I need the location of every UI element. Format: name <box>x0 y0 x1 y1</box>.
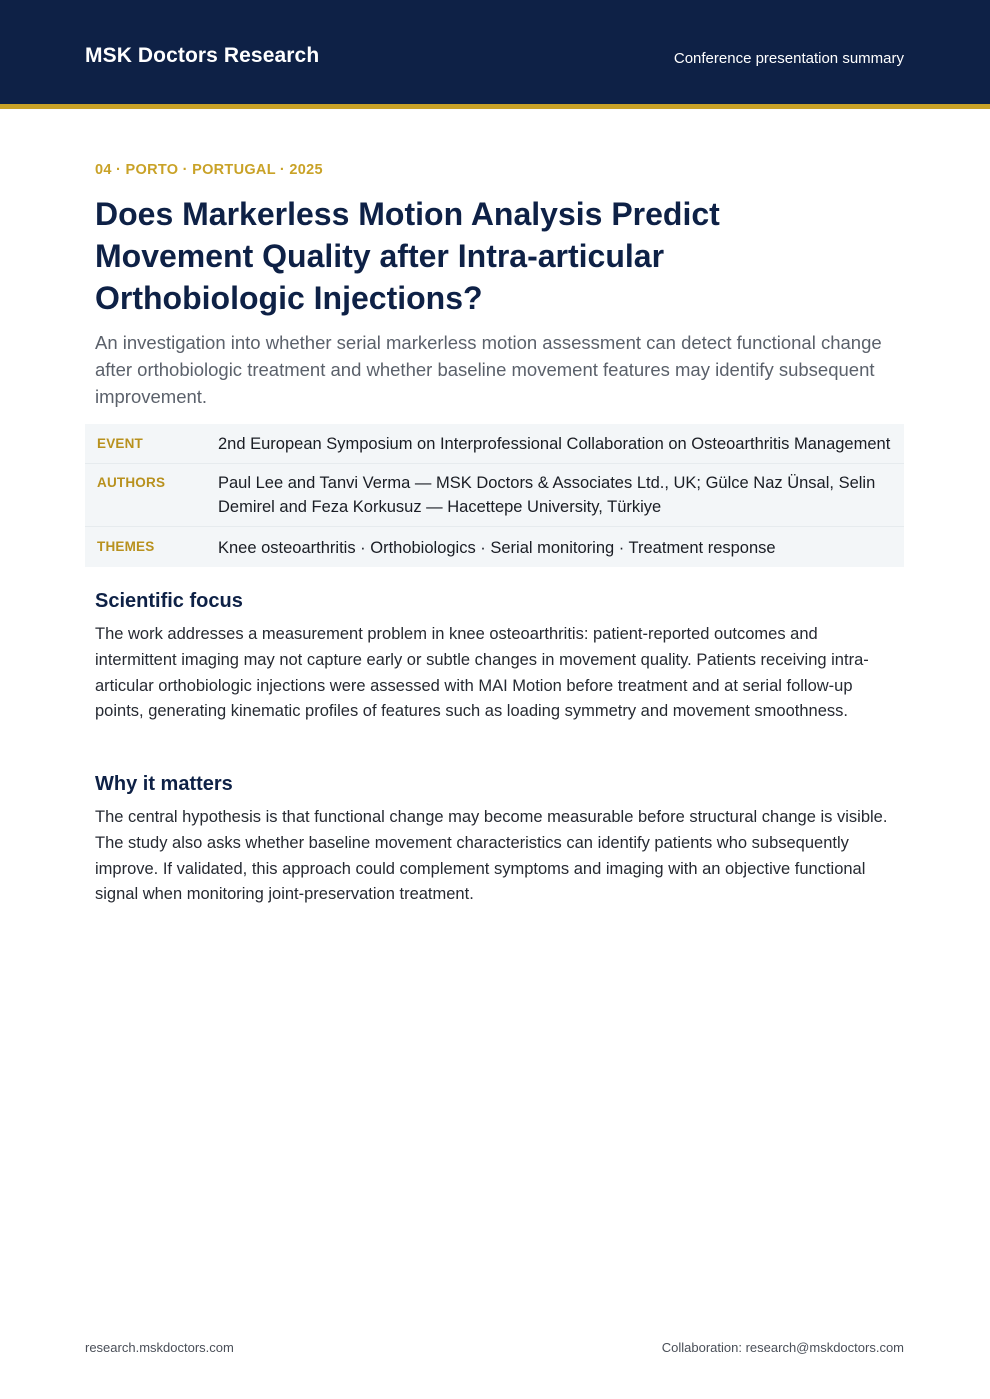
metadata-table <box>85 424 904 567</box>
metadata-value: Paul Lee and Tanvi Verma — MSK Doctors & Associates Ltd., UK; Gülce Naz Ünsal, Selin Demirel and Feza Korkusuz — Hacettepe University, Türkiye <box>218 474 876 516</box>
section-body-why: The central hypothesis is that functional change may become measurable before structural change is visible. The study also asks whether baseline movement characteristics can identify patients who subsequently improve. If validated, this approach could complement symptoms and imaging with an objective functional signal when monitoring joint-preservation treatment. <box>95 808 888 904</box>
metadata-label: AUTHORS <box>97 475 166 490</box>
metadata-label: THEMES <box>97 539 155 554</box>
brand-name: MSK Doctors Research <box>85 44 320 67</box>
section-body-focus: The work addresses a measurement problem in knee osteoarthritis: patient-reported outcomes and intermittent imaging may not capture early or subtle changes in movement quality. Patients receiving intra-articular orthobiologic injections were assessed with MAI Motion before treatment and at serial follow-up points, generating kinematic profiles of features such as loading symmetry and movement smoothness. <box>95 625 869 721</box>
metadata-row-themes <box>85 527 904 567</box>
metadata-value: Knee osteoarthritis · Orthobiologics · Serial monitoring · Treatment response <box>218 539 776 557</box>
eyebrow-label: 04 · PORTO · PORTUGAL · 2025 <box>95 162 323 178</box>
metadata-row-authors <box>85 464 904 527</box>
metadata-label: EVENT <box>97 436 144 451</box>
page-subtitle: An investigation into whether serial markerless motion assessment can detect functional change after orthobiologic treatment and whether baseline movement features may identify subsequent improvement. <box>95 332 882 407</box>
page-title: Does Markerless Motion Analysis Predict Movement Quality after Intra-articular Orthobiologic Injections? <box>95 196 720 316</box>
section-heading-focus: Scientific focus <box>95 590 243 612</box>
metadata-row-event <box>85 424 904 464</box>
section-heading-why: Why it matters <box>95 773 233 795</box>
header-divider <box>0 104 990 109</box>
header-label: Conference presentation summary <box>673 50 904 67</box>
footer-contact: Collaboration: research@mskdoctors.com <box>661 1340 904 1355</box>
page-header <box>0 0 990 104</box>
footer-website: research.mskdoctors.com <box>85 1340 234 1355</box>
metadata-value: 2nd European Symposium on Interprofessional Collaboration on Osteoarthritis Management <box>218 435 891 453</box>
